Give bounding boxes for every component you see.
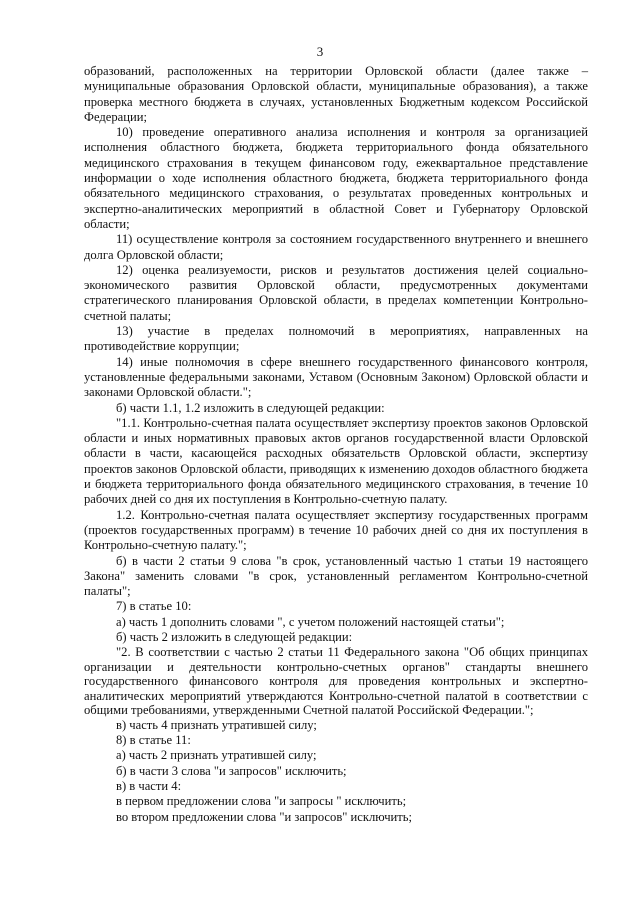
paragraph: 11) осуществление контроля за состоянием государственного внутреннего и внешнего долга Орловской области; xyxy=(84,232,588,262)
paragraph: б) части 1.1, 1.2 изложить в следующей редакции: xyxy=(116,400,385,415)
paragraph: образований, расположенных на территории Орловской области (далее также – муниципальные образования Орловской области, муниципальные образования), а также проверка местного бюджета в случаях, установленных Бюджетным кодексом Российской Федерации; xyxy=(84,64,588,124)
paragraph: б) часть 2 изложить в следующей редакции: xyxy=(116,629,353,644)
paragraph: а) часть 2 признать утратившей силу; xyxy=(116,748,317,763)
paragraph: 1.2. Контрольно-счетная палата осуществляет экспертизу государственных программ (проектов государственных программ) в течение 10 рабочих дней со дня их поступления в Контрольно-счетную палату."; xyxy=(84,507,588,553)
paragraph: б) в части 2 статьи 9 слова "в срок, установленный частью 1 статьи 19 настоящего Закона" заменить словами "в срок, установленный регламентом Контрольно-счетной палаты"; xyxy=(84,553,588,599)
paragraph: "2. В соответствии с частью 2 статьи 11 Федерального закона "Об общих принципах организации и деятельности контрольно-счетных органов" стандарты внешнего государственного финансового контроля для проведения контрольных и экспертно-аналитических мероприятий утверждаются Контрольно-счетной палатой в соответствии с общими требованиями, утвержденными Счетной палатой Российской Федерации."; xyxy=(84,645,588,718)
paragraph: 7) в статье 10: xyxy=(116,599,192,614)
document-body xyxy=(84,64,588,825)
paragraph: 13) участие в пределах полномочий в мероприятиях, направленных на противодействие коррупции; xyxy=(84,324,588,354)
paragraph: в) часть 4 признать утратившей силу; xyxy=(116,717,317,732)
page-number: 3 xyxy=(316,44,324,59)
paragraph: 10) проведение оперативного анализа исполнения и контроля за организацией исполнения областного бюджета, бюджета территориального фонда обязательного медицинского страхования в текущем финансовом году, ежеквартальное представление информации о ходе исполнения областного бюджета, бюджета территориального фонда обязательного медицинского страхования, о результатах проведенных контрольных и экспертно-аналитических мероприятий в областной Совет и Губернатору Орловской области; xyxy=(84,125,588,231)
paragraph: 12) оценка реализуемости, рисков и результатов достижения целей социально-экономического развития Орловской области, предусмотренных документами стратегического планирования Орловской области, в пределах компетенции Контрольно-счетной палаты; xyxy=(84,262,588,323)
paragraph: 8) в статье 11: xyxy=(116,733,191,748)
paragraph: в) в части 4: xyxy=(116,778,182,793)
paragraph: во втором предложении слова "и запросов" исключить; xyxy=(116,809,413,824)
paragraph: "1.1. Контрольно-счетная палата осуществляет экспертизу проектов законов Орловской области и иных нормативных правовых актов органов государственной власти Орловской области в части, касающейся расходных обязательств Орловской области, экспертизу проектов законов Орловской области, приводящих к изменению доходов областного бюджета и бюджета территориального фонда обязательного медицинского страхования, в течение 10 рабочих дней со дня их поступления в Контрольно-счетную палату. xyxy=(84,415,588,507)
paragraph: б) в части 3 слова "и запросов" исключить; xyxy=(116,763,347,778)
paragraph: в первом предложении слова "и запросы " исключить; xyxy=(116,794,407,809)
paragraph: а) часть 1 дополнить словами ", с учетом положений настоящей статьи"; xyxy=(116,614,505,629)
paragraph: 14) иные полномочия в сфере внешнего государственного финансового контроля, установленные федеральными законами, Уставом (Основным Законом) Орловской области и законами Орловской области."; xyxy=(84,354,588,400)
